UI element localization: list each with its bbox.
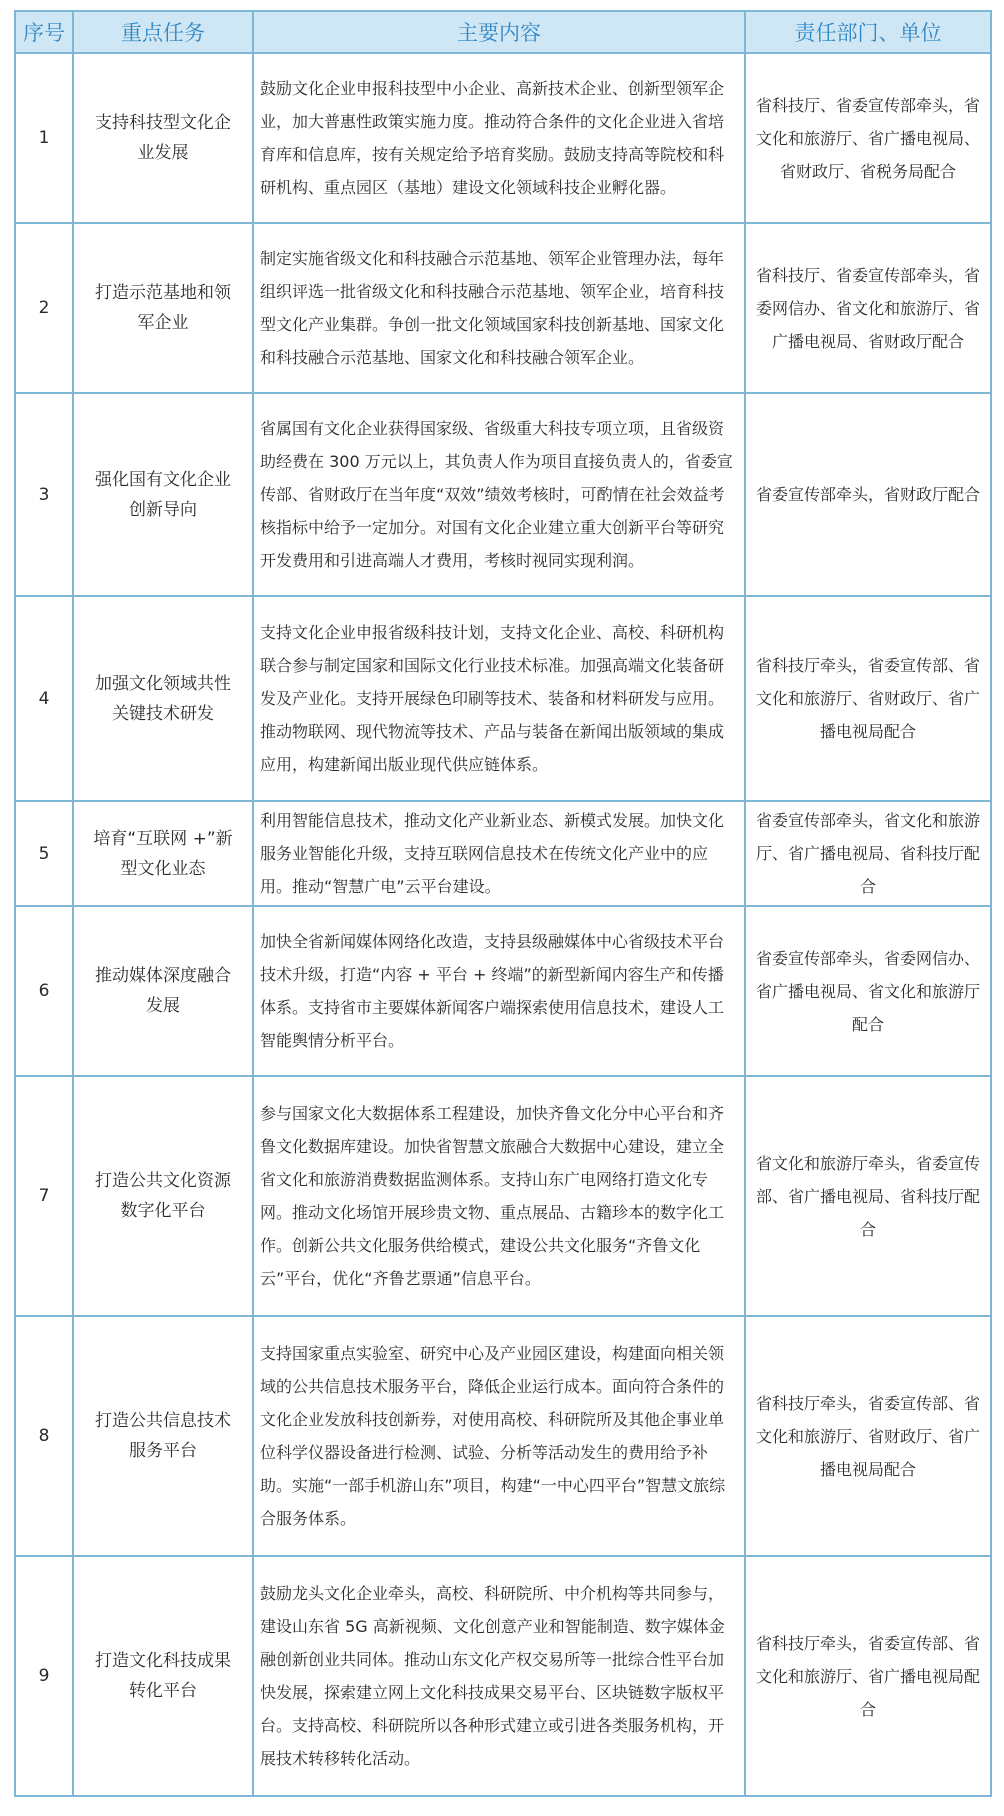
- header-num: 序号: [15, 11, 73, 53]
- task-table-wrapper: [14, 10, 990, 1797]
- row-task: 强化国有文化企业创新导向: [73, 393, 253, 596]
- table-row: [15, 1556, 991, 1796]
- row-num: 9: [15, 1556, 73, 1796]
- row-num: 3: [15, 393, 73, 596]
- row-content: 省属国有文化企业获得国家级、省级重大科技专项立项，且省级资助经费在 300 万元以上，其负责人作为项目直接负责人的，省委宣传部、省财政厅在当年度“双效”绩效考核时，可酌情在社会效益考核指标中给予一定加分。对国有文化企业建立重大创新平台等研究开发费用和引进高端人才费用，考核时视同实现利润。: [253, 393, 745, 596]
- row-task: 培育“互联网 +”新型文化业态: [73, 801, 253, 906]
- row-task: 打造示范基地和领军企业: [73, 223, 253, 393]
- row-dept: 省科技厅、省委宣传部牵头，省委网信办、省文化和旅游厅、省广播电视局、省财政厅配合: [745, 223, 991, 393]
- row-content: 利用智能信息技术，推动文化产业新业态、新模式发展。加快文化服务业智能化升级，支持互联网信息技术在传统文化产业中的应用。推动“智慧广电”云平台建设。: [253, 801, 745, 906]
- row-num: 4: [15, 596, 73, 801]
- row-content: 参与国家文化大数据体系工程建设，加快齐鲁文化分中心平台和齐鲁文化数据库建设。加快省智慧文旅融合大数据中心建设，建立全省文化和旅游消费数据监测体系。支持山东广电网络打造文化专网。推动文化场馆开展珍贵文物、重点展品、古籍珍本的数字化工作。创新公共文化服务供给模式，建设公共文化服务“齐鲁文化云”平台，优化“齐鲁艺票通”信息平台。: [253, 1076, 745, 1316]
- row-task: 打造文化科技成果转化平台: [73, 1556, 253, 1796]
- row-dept: 省委宣传部牵头，省财政厅配合: [745, 393, 991, 596]
- table-row: [15, 801, 991, 906]
- row-num: 2: [15, 223, 73, 393]
- row-num: 1: [15, 53, 73, 223]
- table-body: [15, 53, 991, 1796]
- row-task: 打造公共文化资源数字化平台: [73, 1076, 253, 1316]
- row-dept: 省科技厅、省委宣传部牵头，省文化和旅游厅、省广播电视局、省财政厅、省税务局配合: [745, 53, 991, 223]
- row-dept: 省委宣传部牵头，省委网信办、省广播电视局、省文化和旅游厅配合: [745, 906, 991, 1076]
- row-dept: 省科技厅牵头，省委宣传部、省文化和旅游厅、省广播电视局配合: [745, 1556, 991, 1796]
- task-table: [14, 10, 992, 1797]
- row-num: 6: [15, 906, 73, 1076]
- row-num: 8: [15, 1316, 73, 1556]
- row-task: 推动媒体深度融合发展: [73, 906, 253, 1076]
- table-header: [15, 11, 991, 53]
- header-task: 重点任务: [73, 11, 253, 53]
- row-task: 支持科技型文化企业发展: [73, 53, 253, 223]
- row-content: 加快全省新闻媒体网络化改造，支持县级融媒体中心省级技术平台技术升级，打造“内容 + 平台 + 终端”的新型新闻内容生产和传播体系。支持省市主要媒体新闻客户端探索使用信息技术，建设人工智能舆情分析平台。: [253, 906, 745, 1076]
- row-content: 支持文化企业申报省级科技计划，支持文化企业、高校、科研机构联合参与制定国家和国际文化行业技术标准。加强高端文化装备研发及产业化。支持开展绿色印刷等技术、装备和材料研发与应用。推动物联网、现代物流等技术、产品与装备在新闻出版领域的集成应用，构建新闻出版业现代供应链体系。: [253, 596, 745, 801]
- row-task: 加强文化领域共性关键技术研发: [73, 596, 253, 801]
- header-row: [15, 11, 991, 53]
- table-row: [15, 1076, 991, 1316]
- table-row: [15, 906, 991, 1076]
- table-row: [15, 223, 991, 393]
- row-num: 7: [15, 1076, 73, 1316]
- row-dept: 省文化和旅游厅牵头，省委宣传部、省广播电视局、省科技厅配合: [745, 1076, 991, 1316]
- table-row: [15, 596, 991, 801]
- row-content: 制定实施省级文化和科技融合示范基地、领军企业管理办法，每年组织评选一批省级文化和科技融合示范基地、领军企业，培育科技型文化产业集群。争创一批文化领域国家科技创新基地、国家文化和科技融合示范基地、国家文化和科技融合领军企业。: [253, 223, 745, 393]
- row-content: 鼓励文化企业申报科技型中小企业、高新技术企业、创新型领军企业，加大普惠性政策实施力度。推动符合条件的文化企业进入省培育库和信息库，按有关规定给予培育奖励。鼓励支持高等院校和科研机构、重点园区（基地）建设文化领域科技企业孵化器。: [253, 53, 745, 223]
- table-row: [15, 53, 991, 223]
- row-content: 鼓励龙头文化企业牵头，高校、科研院所、中介机构等共同参与，建设山东省 5G 高新视频、文化创意产业和智能制造、数字媒体金融创新创业共同体。推动山东文化产权交易所等一批综合性平台加快发展，探索建立网上文化科技成果交易平台、区块链数字版权平台。支持高校、科研院所以各种形式建立或引进各类服务机构，开展技术转移转化活动。: [253, 1556, 745, 1796]
- row-dept: 省委宣传部牵头，省文化和旅游厅、省广播电视局、省科技厅配合: [745, 801, 991, 906]
- header-dept: 责任部门、单位: [745, 11, 991, 53]
- header-content: 主要内容: [253, 11, 745, 53]
- table-row: [15, 1316, 991, 1556]
- table-row: [15, 393, 991, 596]
- row-num: 5: [15, 801, 73, 906]
- row-content: 支持国家重点实验室、研究中心及产业园区建设，构建面向相关领域的公共信息技术服务平台，降低企业运行成本。面向符合条件的文化企业发放科技创新券，对使用高校、科研院所及其他企事业单位科学仪器设备进行检测、试验、分析等活动发生的费用给予补助。实施“一部手机游山东”项目，构建“一中心四平台”智慧文旅综合服务体系。: [253, 1316, 745, 1556]
- row-dept: 省科技厅牵头，省委宣传部、省文化和旅游厅、省财政厅、省广播电视局配合: [745, 1316, 991, 1556]
- row-task: 打造公共信息技术服务平台: [73, 1316, 253, 1556]
- row-dept: 省科技厅牵头，省委宣传部、省文化和旅游厅、省财政厅、省广播电视局配合: [745, 596, 991, 801]
